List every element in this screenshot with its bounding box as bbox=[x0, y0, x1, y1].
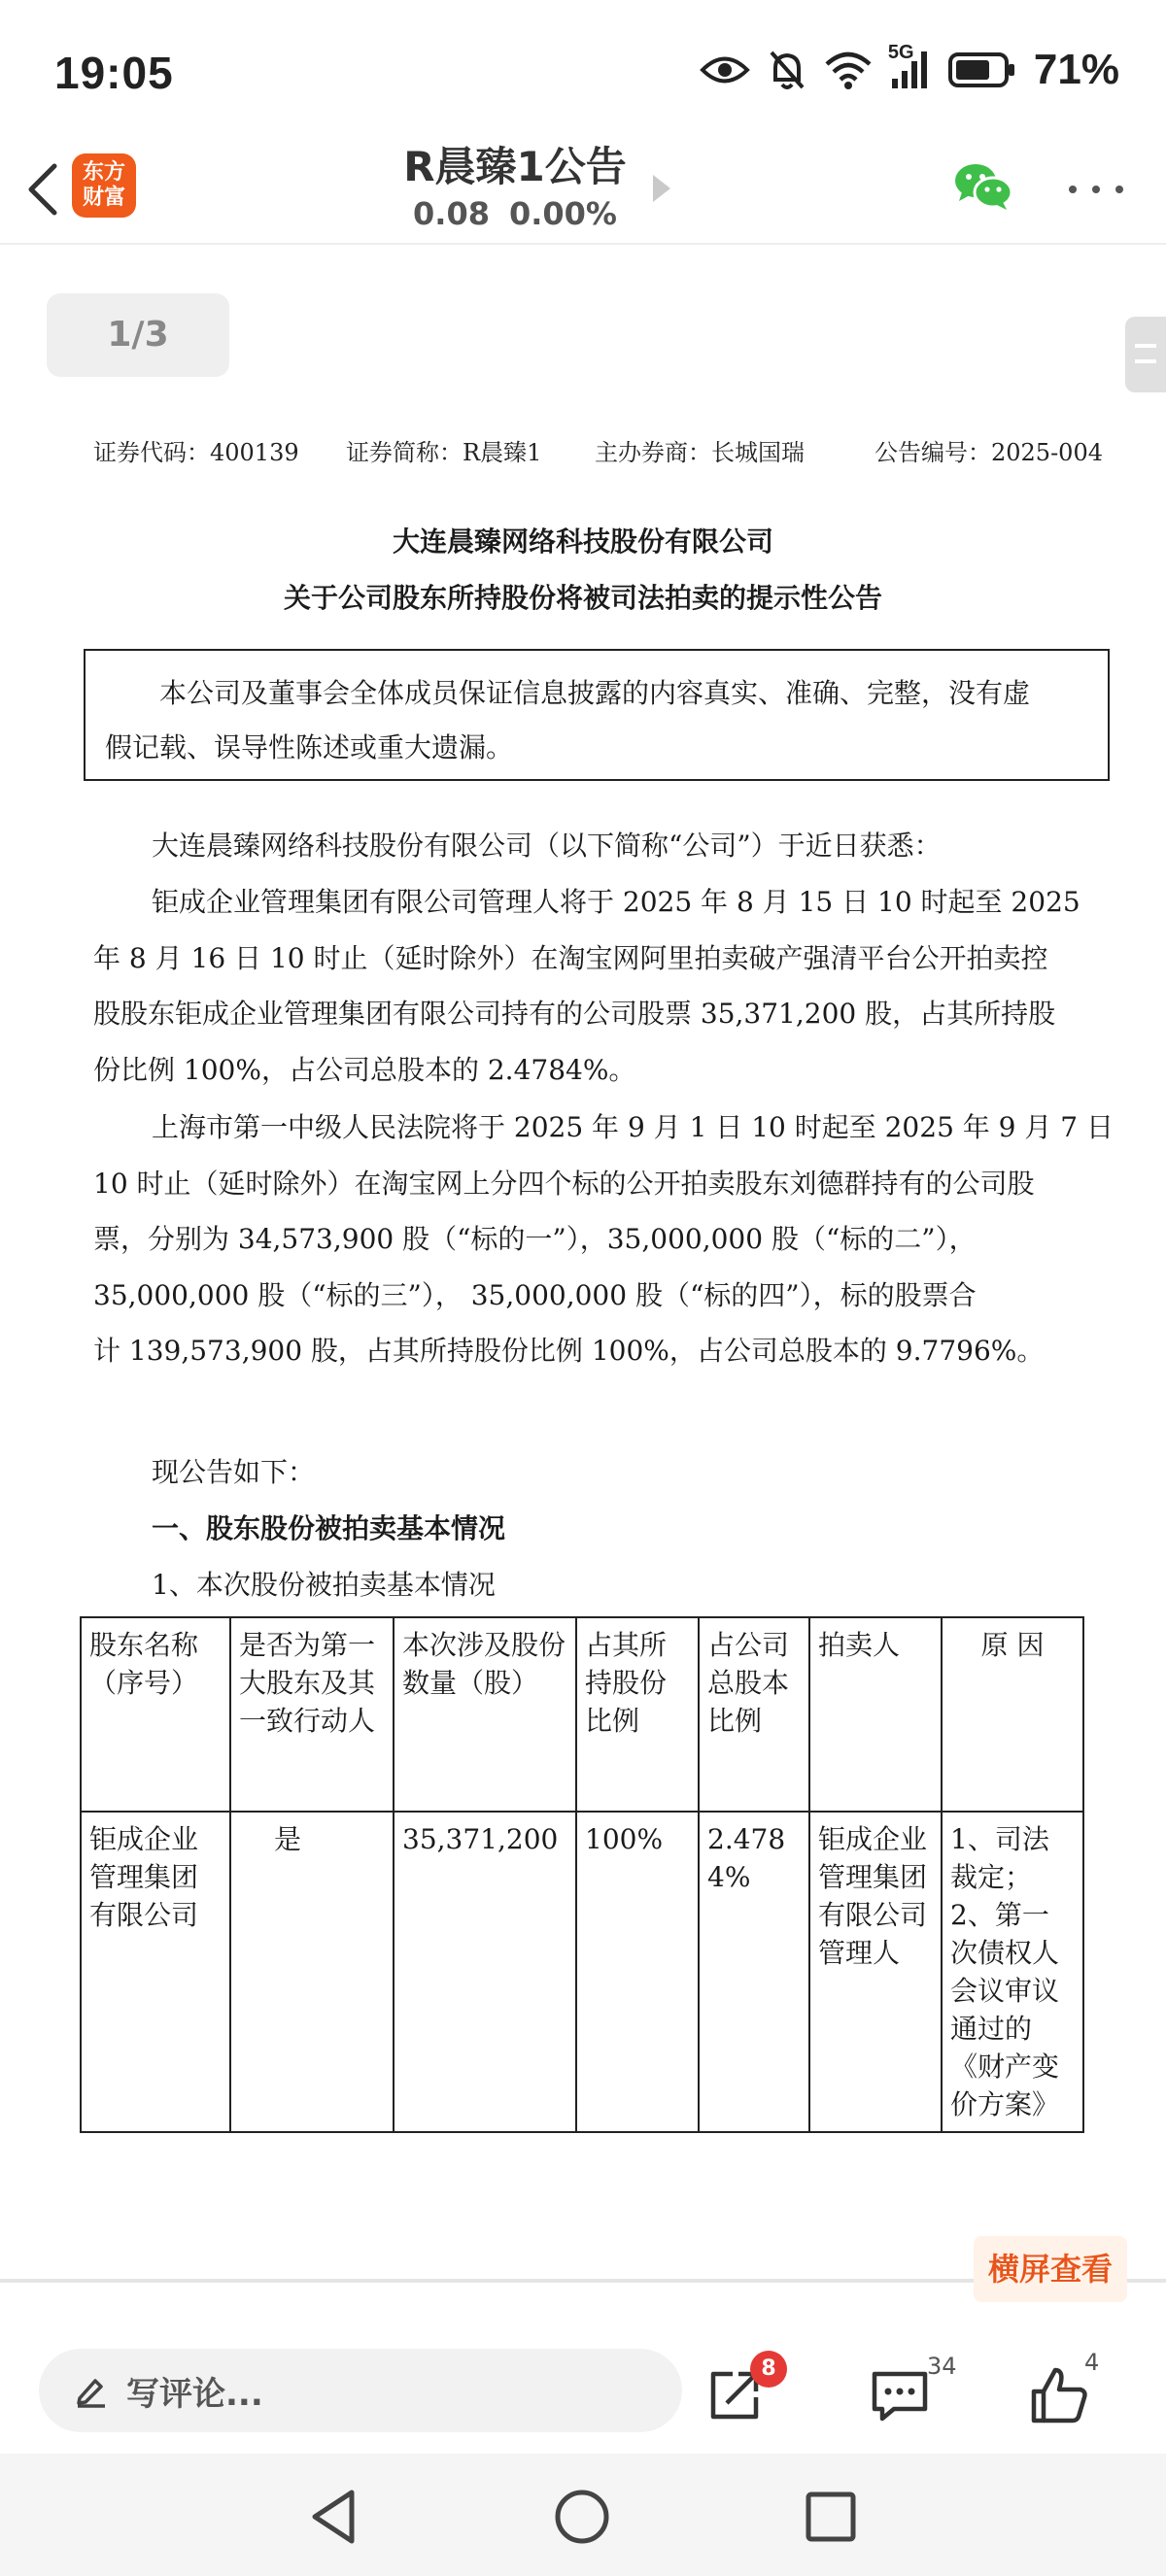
meta-security-code: 证券代码：400139 bbox=[93, 439, 299, 466]
battery-icon bbox=[948, 52, 1016, 87]
paragraph-line: 计 139,573,900 股，占其所持股份比例 100%，占公司总股本的 9.7796%。 bbox=[93, 1335, 1045, 1368]
meta-announcement-number: 公告编号：2025-004 bbox=[874, 439, 1103, 466]
comment-input[interactable] bbox=[39, 2349, 682, 2432]
status-icons bbox=[700, 43, 1119, 97]
share-button[interactable] bbox=[707, 2356, 795, 2434]
paragraph-line: 钜成企业管理集团有限公司管理人将于 2025 年 8 月 15 日 10 时起至 2025 bbox=[152, 886, 1080, 918]
network-type: 5G bbox=[887, 42, 914, 63]
square-recents-icon bbox=[797, 2483, 865, 2551]
meta-short-name: 证券简称：R晨臻1 bbox=[346, 439, 542, 466]
status-time: 19:05 bbox=[54, 48, 174, 98]
meta-broker: 主办券商：长城国瑞 bbox=[595, 439, 805, 466]
bottom-action-bar bbox=[0, 2327, 1166, 2454]
wifi-icon bbox=[824, 51, 873, 89]
stock-quote bbox=[369, 194, 661, 233]
back-button[interactable] bbox=[14, 155, 72, 223]
like-button[interactable] bbox=[1030, 2349, 1117, 2434]
table-cell-shareholder: 钜成企业管理集团有限公司 bbox=[81, 1812, 230, 2132]
wechat-icon bbox=[952, 159, 1014, 214]
disclaimer-box bbox=[84, 649, 1110, 781]
app-logo-line2: 财富 bbox=[82, 186, 125, 210]
comments-button[interactable] bbox=[871, 2353, 958, 2434]
pencil-icon bbox=[74, 2373, 109, 2408]
paragraph-line: 上海市第一中级人民法院将于 2025 年 9 月 1 日 10 时起至 2025 年 9 月 7 日 bbox=[152, 1111, 1115, 1143]
table-header-cell: 股东名称（序号） bbox=[81, 1617, 230, 1812]
nav-back-button[interactable] bbox=[301, 2483, 369, 2551]
nav-recents-button[interactable] bbox=[797, 2483, 865, 2551]
play-icon[interactable] bbox=[653, 175, 670, 202]
disclaimer-line-2: 假记载、误导性陈述或重大遗漏。 bbox=[105, 731, 514, 763]
app-header bbox=[0, 136, 1166, 245]
auction-table bbox=[80, 1616, 1084, 2133]
table-header-cell: 是否为第一大股东及其一致行动人 bbox=[230, 1617, 394, 1812]
doc-title-subject: 关于公司股东所持股份将被司法拍卖的提示性公告 bbox=[283, 582, 882, 614]
signal-icon bbox=[887, 42, 931, 90]
system-navigation-bar bbox=[0, 2454, 1166, 2576]
doc-title-company: 大连晨臻网络科技股份有限公司 bbox=[392, 525, 773, 558]
comment-bubble-icon bbox=[871, 2368, 929, 2424]
table-cell-major-holder: 是 bbox=[230, 1812, 394, 2132]
table-header-row bbox=[81, 1617, 1083, 1812]
nav-home-button[interactable] bbox=[548, 2483, 616, 2551]
table-header-cell: 占公司总股本比例 bbox=[699, 1617, 809, 1812]
app-logo-line1: 东方 bbox=[82, 160, 125, 185]
chevron-left-icon bbox=[23, 162, 62, 217]
table-header-cell: 本次涉及股份数量（股） bbox=[394, 1617, 576, 1812]
circle-home-icon bbox=[548, 2483, 616, 2551]
stock-change: 0.00% bbox=[508, 195, 617, 232]
table-row bbox=[81, 1812, 1083, 2132]
comment-placeholder: 写评论... bbox=[126, 2374, 263, 2414]
table-header-cell: 占其所持股份比例 bbox=[576, 1617, 699, 1812]
wechat-share-button[interactable] bbox=[952, 159, 1014, 214]
thumbs-up-icon bbox=[1030, 2366, 1088, 2426]
table-header-cell: 拍卖人 bbox=[809, 1617, 942, 1812]
paragraph-line: 35,000,000 股（“标的三”）， 35,000,000 股（“标的四”），标的股票合 bbox=[93, 1278, 977, 1311]
paragraph-announce: 现公告如下： bbox=[152, 1456, 316, 1488]
title-block[interactable] bbox=[369, 136, 661, 233]
subsection-heading-1: 1、本次股份被拍卖基本情况 bbox=[152, 1569, 496, 1601]
like-count: 4 bbox=[1084, 2349, 1100, 2376]
paragraph-line: 股股东钜成企业管理集团有限公司持有的公司股票 35,371,200 股，占其所持股 bbox=[93, 998, 1056, 1031]
landscape-view-button[interactable]: 横屏查看 bbox=[974, 2236, 1127, 2302]
comment-count: 34 bbox=[927, 2353, 957, 2380]
app-logo[interactable] bbox=[72, 153, 136, 218]
bell-off-icon bbox=[768, 49, 806, 91]
paragraph-line: 份比例 100%，占公司总股本的 2.4784%。 bbox=[93, 1053, 636, 1086]
paragraph-line: 票，分别为 34,573,900 股（“标的一”），35,000,000 股（“标的二”）， bbox=[93, 1223, 977, 1256]
table-cell-held-ratio: 100% bbox=[576, 1812, 699, 2132]
triangle-back-icon bbox=[301, 2483, 369, 2551]
more-button[interactable] bbox=[1069, 183, 1123, 196]
paragraph-line: 10 时止（延时除外）在淘宝网上分四个标的公开拍卖股东刘德群持有的公司股 bbox=[93, 1167, 1035, 1200]
paragraph-auction-1 bbox=[93, 874, 1100, 1098]
stock-price: 0.08 bbox=[413, 195, 490, 232]
battery-percent: 71% bbox=[1033, 46, 1119, 93]
share-badge: 8 bbox=[750, 2351, 787, 2388]
paragraph-line: 大连晨臻网络科技股份有限公司（以下简称“公司”）于近日获悉： bbox=[152, 830, 942, 862]
paragraph-intro bbox=[93, 818, 1100, 874]
eye-icon bbox=[700, 53, 750, 86]
table-cell-total-ratio: 2.4784% bbox=[699, 1812, 809, 2132]
table-cell-reason: 1、司法裁定；2、第一次债权人会议审议通过的《财产变价方案》 bbox=[942, 1812, 1083, 2132]
side-drawer-handle[interactable] bbox=[1125, 317, 1166, 392]
page-title: R晨臻1公告 bbox=[403, 143, 627, 190]
table-cell-auctioneer: 钜成企业管理集团有限公司管理人 bbox=[809, 1812, 942, 2132]
section-heading-1: 一、股东股份被拍卖基本情况 bbox=[152, 1512, 506, 1544]
table-header-cell: 原 因 bbox=[942, 1617, 1083, 1812]
status-bar bbox=[0, 0, 1166, 146]
paragraph-auction-2 bbox=[93, 1100, 1115, 1379]
table-cell-shares: 35,371,200 bbox=[394, 1812, 576, 2132]
paragraph-line: 年 8 月 16 日 10 时止（延时除外）在淘宝网阿里拍卖破产强清平台公开拍卖控 bbox=[93, 941, 1048, 974]
page-indicator: 1/3 bbox=[47, 293, 229, 377]
disclaimer-line-1: 本公司及董事会全体成员保证信息披露的内容真实、准确、完整，没有虚 bbox=[159, 677, 1031, 709]
